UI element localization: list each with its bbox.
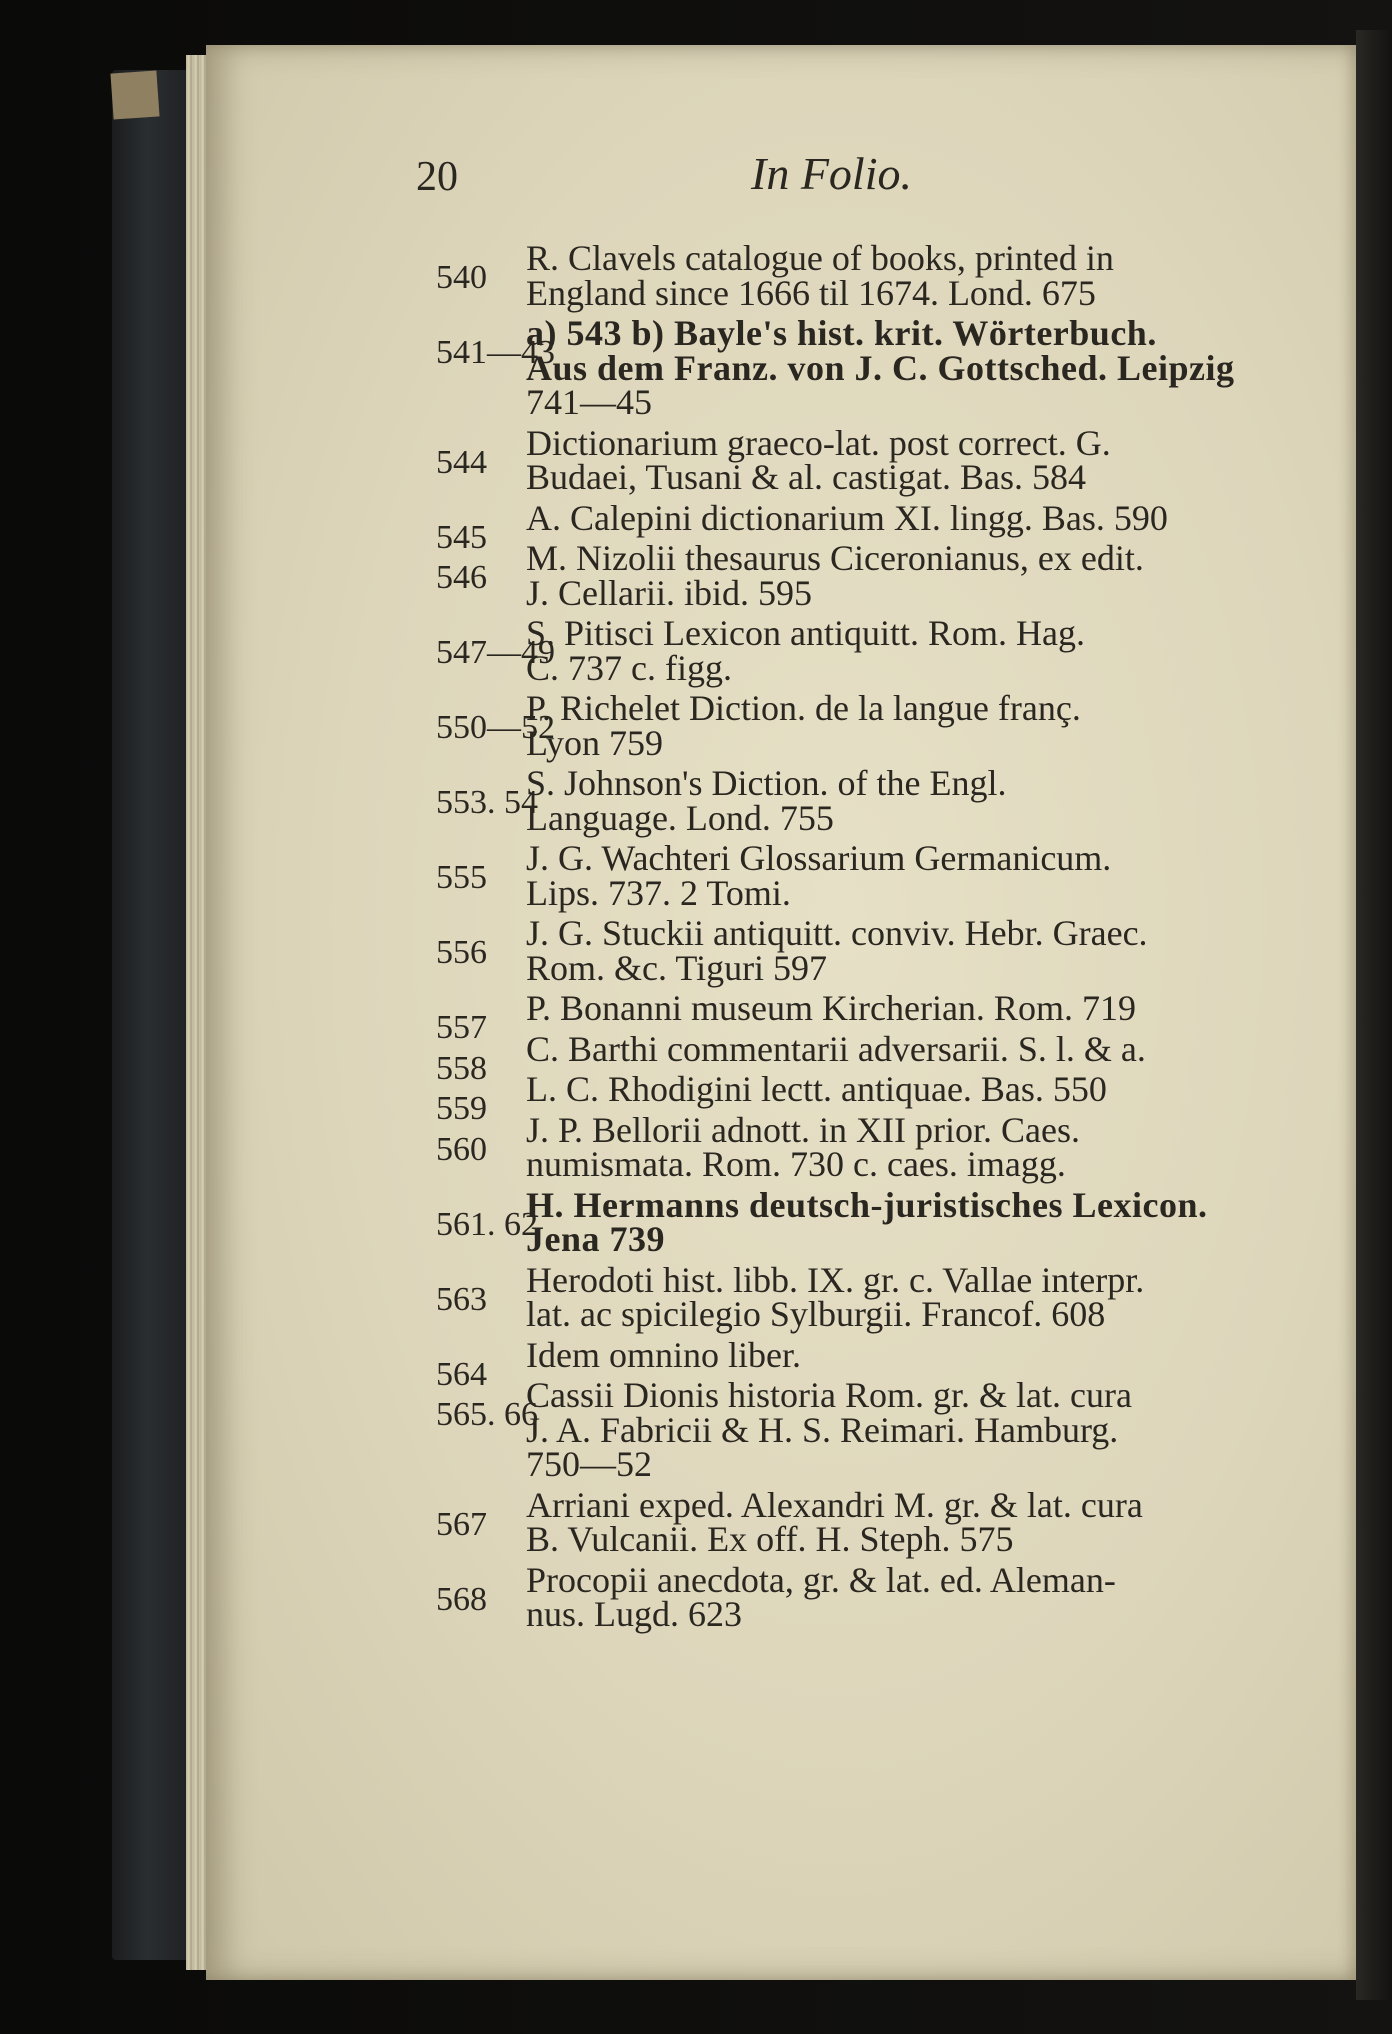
entry-number: 564 [436,1355,487,1393]
entry-line: Dictionarium graeco-lat. post correct. G. [526,422,1111,463]
entry-line: Jena 739 [526,1219,665,1259]
entry-line: Rom. &c. Tiguri 597 [526,947,828,988]
entry-line: Arriani exped. Alexandri M. gr. & lat. cura [526,1484,1143,1525]
entry-line: J. A. Fabricii & H. S. Reimari. Hamburg. [526,1409,1119,1450]
entry-number: 563 [436,1280,487,1318]
entry-line: numismata. Rom. 730 c. caes. imagg. [526,1144,1066,1184]
entry-line: Procopii anecdota, gr. & lat. ed. Aleman- [526,1559,1116,1600]
entry-line: Herodoti hist. libb. IX. gr. c. Vallae interpr. [526,1259,1145,1300]
list-item [206,613,1356,688]
entry-line: S. Johnson's Diction. of the Engl. [526,763,1007,803]
entry-line: Lips. 737. 2 Tomi. [526,872,791,913]
entry-line: J. P. Bellorii adnott. in XII prior. Caes. [526,1109,1080,1150]
entry-number: 567 [436,1505,487,1543]
list-item [206,838,1356,913]
list-item [206,497,1356,556]
catalogue-entries [206,238,1356,1638]
entry-number: 550—52 [436,709,555,746]
entry-number: 540 [436,259,487,296]
entry-number: 565. 66 [436,1396,538,1433]
entry-number: 545 [436,518,487,556]
book-page [206,45,1356,1980]
entry-number: 541—43 [436,334,555,371]
entry-line: C. 737 c. figg. [526,647,732,688]
entry-line: J. G. Stuckii antiquitt. conviv. Hebr. Graec. [526,913,1148,953]
entry-number: 561. 62 [436,1205,538,1243]
entry-line: Aus dem Franz. von J. C. Gottsched. Leipzig [526,347,1235,388]
entry-line: lat. ac spicilegio Sylburgii. Francof. 608 [526,1294,1106,1334]
entry-line: B. Vulcanii. Ex off. H. Steph. 575 [526,1519,1014,1559]
entry-line: 741—45 [526,382,652,422]
list-item [206,988,1356,1046]
entry-line: H. Hermanns deutsch-juristisches Lexicon. [526,1184,1208,1225]
entry-line: 750—52 [526,1444,652,1484]
entry-line: Idem omnino liber. [526,1334,801,1375]
right-margin [1356,30,1392,2000]
list-item [206,1484,1356,1559]
entry-number: 553. 54 [436,784,538,821]
entry-line: Language. Lond. 755 [526,797,834,838]
entry-number: 560 [436,1130,487,1168]
entry-line: P. Bonanni museum Kircherian. Rom. 719 [526,988,1136,1028]
entry-line: S. Pitisci Lexicon antiquitt. Rom. Hag. [526,613,1085,653]
list-item [206,763,1356,838]
list-item [206,538,1356,613]
entry-number: 544 [436,443,487,481]
spine-tab [110,70,159,119]
entry-line: J. G. Wachteri Glossarium Germanicum. [526,838,1112,878]
list-item [206,1559,1356,1634]
list-item [206,1259,1356,1334]
entry-line: C. Barthi commentarii adversarii. S. l. & a. [526,1028,1146,1069]
entry-line: England since 1666 til 1674. Lond. 675 [526,272,1096,313]
list-item [206,1069,1356,1127]
list-item [206,1334,1356,1393]
entry-line: M. Nizolii thesaurus Ciceronianus, ex edit. [526,538,1144,578]
list-item [206,1028,1356,1087]
list-item [206,1184,1356,1259]
entry-line: P. Richelet Diction. de la langue franç. [526,688,1081,728]
entry-number: 556 [436,934,487,971]
entry-line: Budaei, Tusani & al. castigat. Bas. 584 [526,457,1086,497]
entry-number: 559 [436,1090,487,1127]
list-item [206,313,1356,422]
entry-line: nus. Lugd. 623 [526,1594,742,1634]
page-header [206,145,1356,215]
list-item [206,1109,1356,1184]
list-item [206,913,1356,988]
entry-line: Cassii Dionis historia Rom. gr. & lat. cura [526,1375,1132,1415]
entry-line: R. Clavels catalogue of books, printed in [526,238,1114,278]
entry-line: A. Calepini dictionarium XI. lingg. Bas. 590 [526,497,1168,538]
list-item [206,422,1356,497]
entry-number: 555 [436,859,487,896]
entry-line: L. C. Rhodigini lectt. antiquae. Bas. 550 [526,1069,1107,1109]
list-item [206,238,1356,313]
entry-line: a) 543 b) Bayle's hist. krit. Wörterbuch. [526,313,1157,353]
entry-number: 557 [436,1009,487,1046]
running-head: In Folio. [751,148,912,199]
entry-number: 568 [436,1580,487,1618]
entry-number: 547—49 [436,634,555,671]
list-item [206,1375,1356,1484]
entry-line: Lyon 759 [526,722,664,763]
entry-line: J. Cellarii. ibid. 595 [526,572,812,613]
book-spine [112,70,190,1960]
entry-number: 558 [436,1049,487,1087]
page-number: 20 [416,154,458,200]
list-item [206,688,1356,763]
entry-number: 546 [436,559,487,596]
